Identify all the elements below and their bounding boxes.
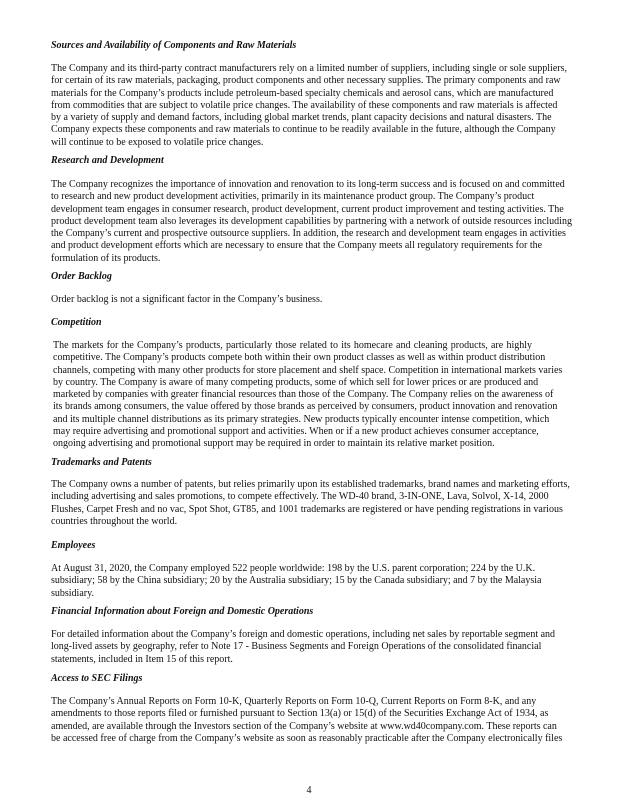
section-heading: Order Backlog — [51, 271, 112, 282]
paragraph-line: from commodities that are subject to volatile price changes. The availability of these components and raw materials is affected — [51, 99, 558, 111]
paragraph-line: Company expects these components and raw materials to continue to be readily available in the future, although the Company — [51, 124, 556, 136]
paragraph-line: marketed by companies with greater financial resources than those of the Company. The Company relies on the awareness of — [53, 389, 554, 401]
paragraph-line: be accessed free of charge from the Company’s website as soon as reasonably practicable after the Company electronically files — [51, 732, 563, 744]
section-heading: Sources and Availability of Components and Raw Materials — [51, 40, 297, 51]
paragraph-line: The markets for the Company’s products, particularly those related to its homecare and cleaning products, are highly — [53, 340, 532, 351]
paragraph-line: competitive. The Company’s products compete both within their own product classes as well as within product distribution — [53, 352, 546, 364]
section-heading: Access to SEC Filings — [51, 673, 143, 684]
section-paragraph — [51, 696, 563, 745]
section-paragraph — [51, 294, 532, 306]
paragraph-line: Flushes, Carpet Fresh and no vac, Spot Shot, GT85, and 1001 trademarks are registered or have pending registrations in various — [51, 503, 563, 515]
paragraph-line: the Company’s current and prospective outsource suppliers. In addition, the research and development team engages in activities — [51, 228, 566, 240]
paragraph-line: Order backlog is not a significant factor in the Company’s business. — [51, 294, 323, 305]
paragraph-line: will continue to be exposed to volatile price changes. — [51, 136, 264, 148]
paragraph-line: and its multiple channel distributions as its primary strategies. New products typically encounter intense competition, which — [53, 413, 550, 425]
paragraph-line: amendments to those reports filed or furnished pursuant to Section 13(a) or 15(d) of the Securities Exchange Act of 1934, as — [51, 708, 549, 720]
paragraph-line: its brands among consumers, the value offered by those brands as perceived by consumers, product innovation and renovation — [53, 401, 558, 413]
paragraph-line: The Company and its third-party contract manufacturers rely on a limited number of suppliers, including single or sole suppliers, — [51, 63, 567, 74]
paragraph-line: for certain of its raw materials, packaging, product components and other necessary supplies. The primary components and raw — [51, 75, 561, 87]
section-paragraph — [51, 563, 542, 600]
section-paragraph — [51, 629, 556, 666]
section-heading: Competition — [51, 317, 102, 328]
paragraph-line: by country. The Company is aware of many competing products, some of which sell for lower prices or are produced and — [53, 376, 539, 388]
paragraph-line: ongoing advertising and promotional support may be required in order to maintain its relative market position. — [53, 438, 495, 450]
paragraph-line: including advertising and sales promotions, to compete effectively. The WD-40 brand, 3-IN-ONE, Lava, Solvol, X-14, 2000 — [51, 491, 549, 503]
paragraph-line: long-lived assets by geography, refer to Note 17 - Business Segments and Foreign Operations of the consolidated financial — [51, 641, 542, 653]
section-heading: Employees — [51, 540, 96, 551]
section-heading: Trademarks and Patents — [51, 457, 152, 468]
paragraph-line: development team engages in consumer research, product development, current product improvement and testing activities. The — [51, 203, 564, 215]
paragraph-line: subsidiary. — [51, 587, 94, 599]
paragraph-line: The Company recognizes the importance of innovation and renovation to its long-term success and is focused on and committed — [51, 179, 565, 190]
section-paragraph — [51, 479, 570, 528]
paragraph-line: may require advertising and promotional support and activities. When or if a new product achieves consumer acceptance, — [53, 426, 539, 438]
paragraph-line: statements, included in Item 15 of this report. — [51, 653, 233, 665]
paragraph-line: product development team also leverages its development capabilities by partnering with a network of outside resources including — [51, 215, 572, 227]
section-heading: Research and Development — [51, 155, 164, 166]
section-paragraph — [53, 340, 563, 451]
paragraph-line: materials for the Company’s products include petroleum-based specialty chemicals and aerosol cans, which are manufactured — [51, 87, 554, 99]
paragraph-line: and product development efforts which are necessary to ensure that the Company meets all regulatory requirements for the — [51, 240, 543, 252]
paragraph-line: amended, are available through the Investors section of the Company’s website at www.wd40company.com. These reports can — [51, 720, 557, 732]
paragraph-line: For detailed information about the Company’s foreign and domestic operations, including net sales by reportable segment and — [51, 629, 556, 640]
paragraph-line: channels, competing with many other products for store placement and shelf space. Competition in international markets varies — [53, 364, 563, 376]
paragraph-line: The Company owns a number of patents, but relies primarily upon its established trademarks, brand names and marketing efforts, — [51, 479, 570, 490]
paragraph-line: to research and new product development activities, primarily in its maintenance product group. The Company’s product — [51, 191, 535, 203]
section-paragraph — [51, 179, 572, 265]
paragraph-line: countries throughout the world. — [51, 515, 178, 527]
paragraph-line: by a variety of supply and demand factors, including global market trends, plant capacity decisions and natural disasters. The — [51, 112, 552, 124]
paragraph-line: The Company’s Annual Reports on Form 10-K, Quarterly Reports on Form 10-Q, Current Reports on Form 8-K, and any — [51, 696, 537, 707]
paragraph-line: subsidiary; 58 by the China subsidiary; 20 by the Australia subsidiary; 15 by the Canada subsidiary; and 7 by the Malaysia — [51, 575, 542, 587]
section-paragraph — [51, 63, 567, 149]
paragraph-line: At August 31, 2020, the Company employed 522 people worldwide: 198 by the U.S. parent corporation; 224 by the U.K. — [51, 563, 536, 574]
section-heading: Financial Information about Foreign and Domestic Operations — [51, 606, 314, 617]
page-number: 4 — [306, 785, 312, 796]
paragraph-line: formulation of its products. — [51, 252, 161, 264]
